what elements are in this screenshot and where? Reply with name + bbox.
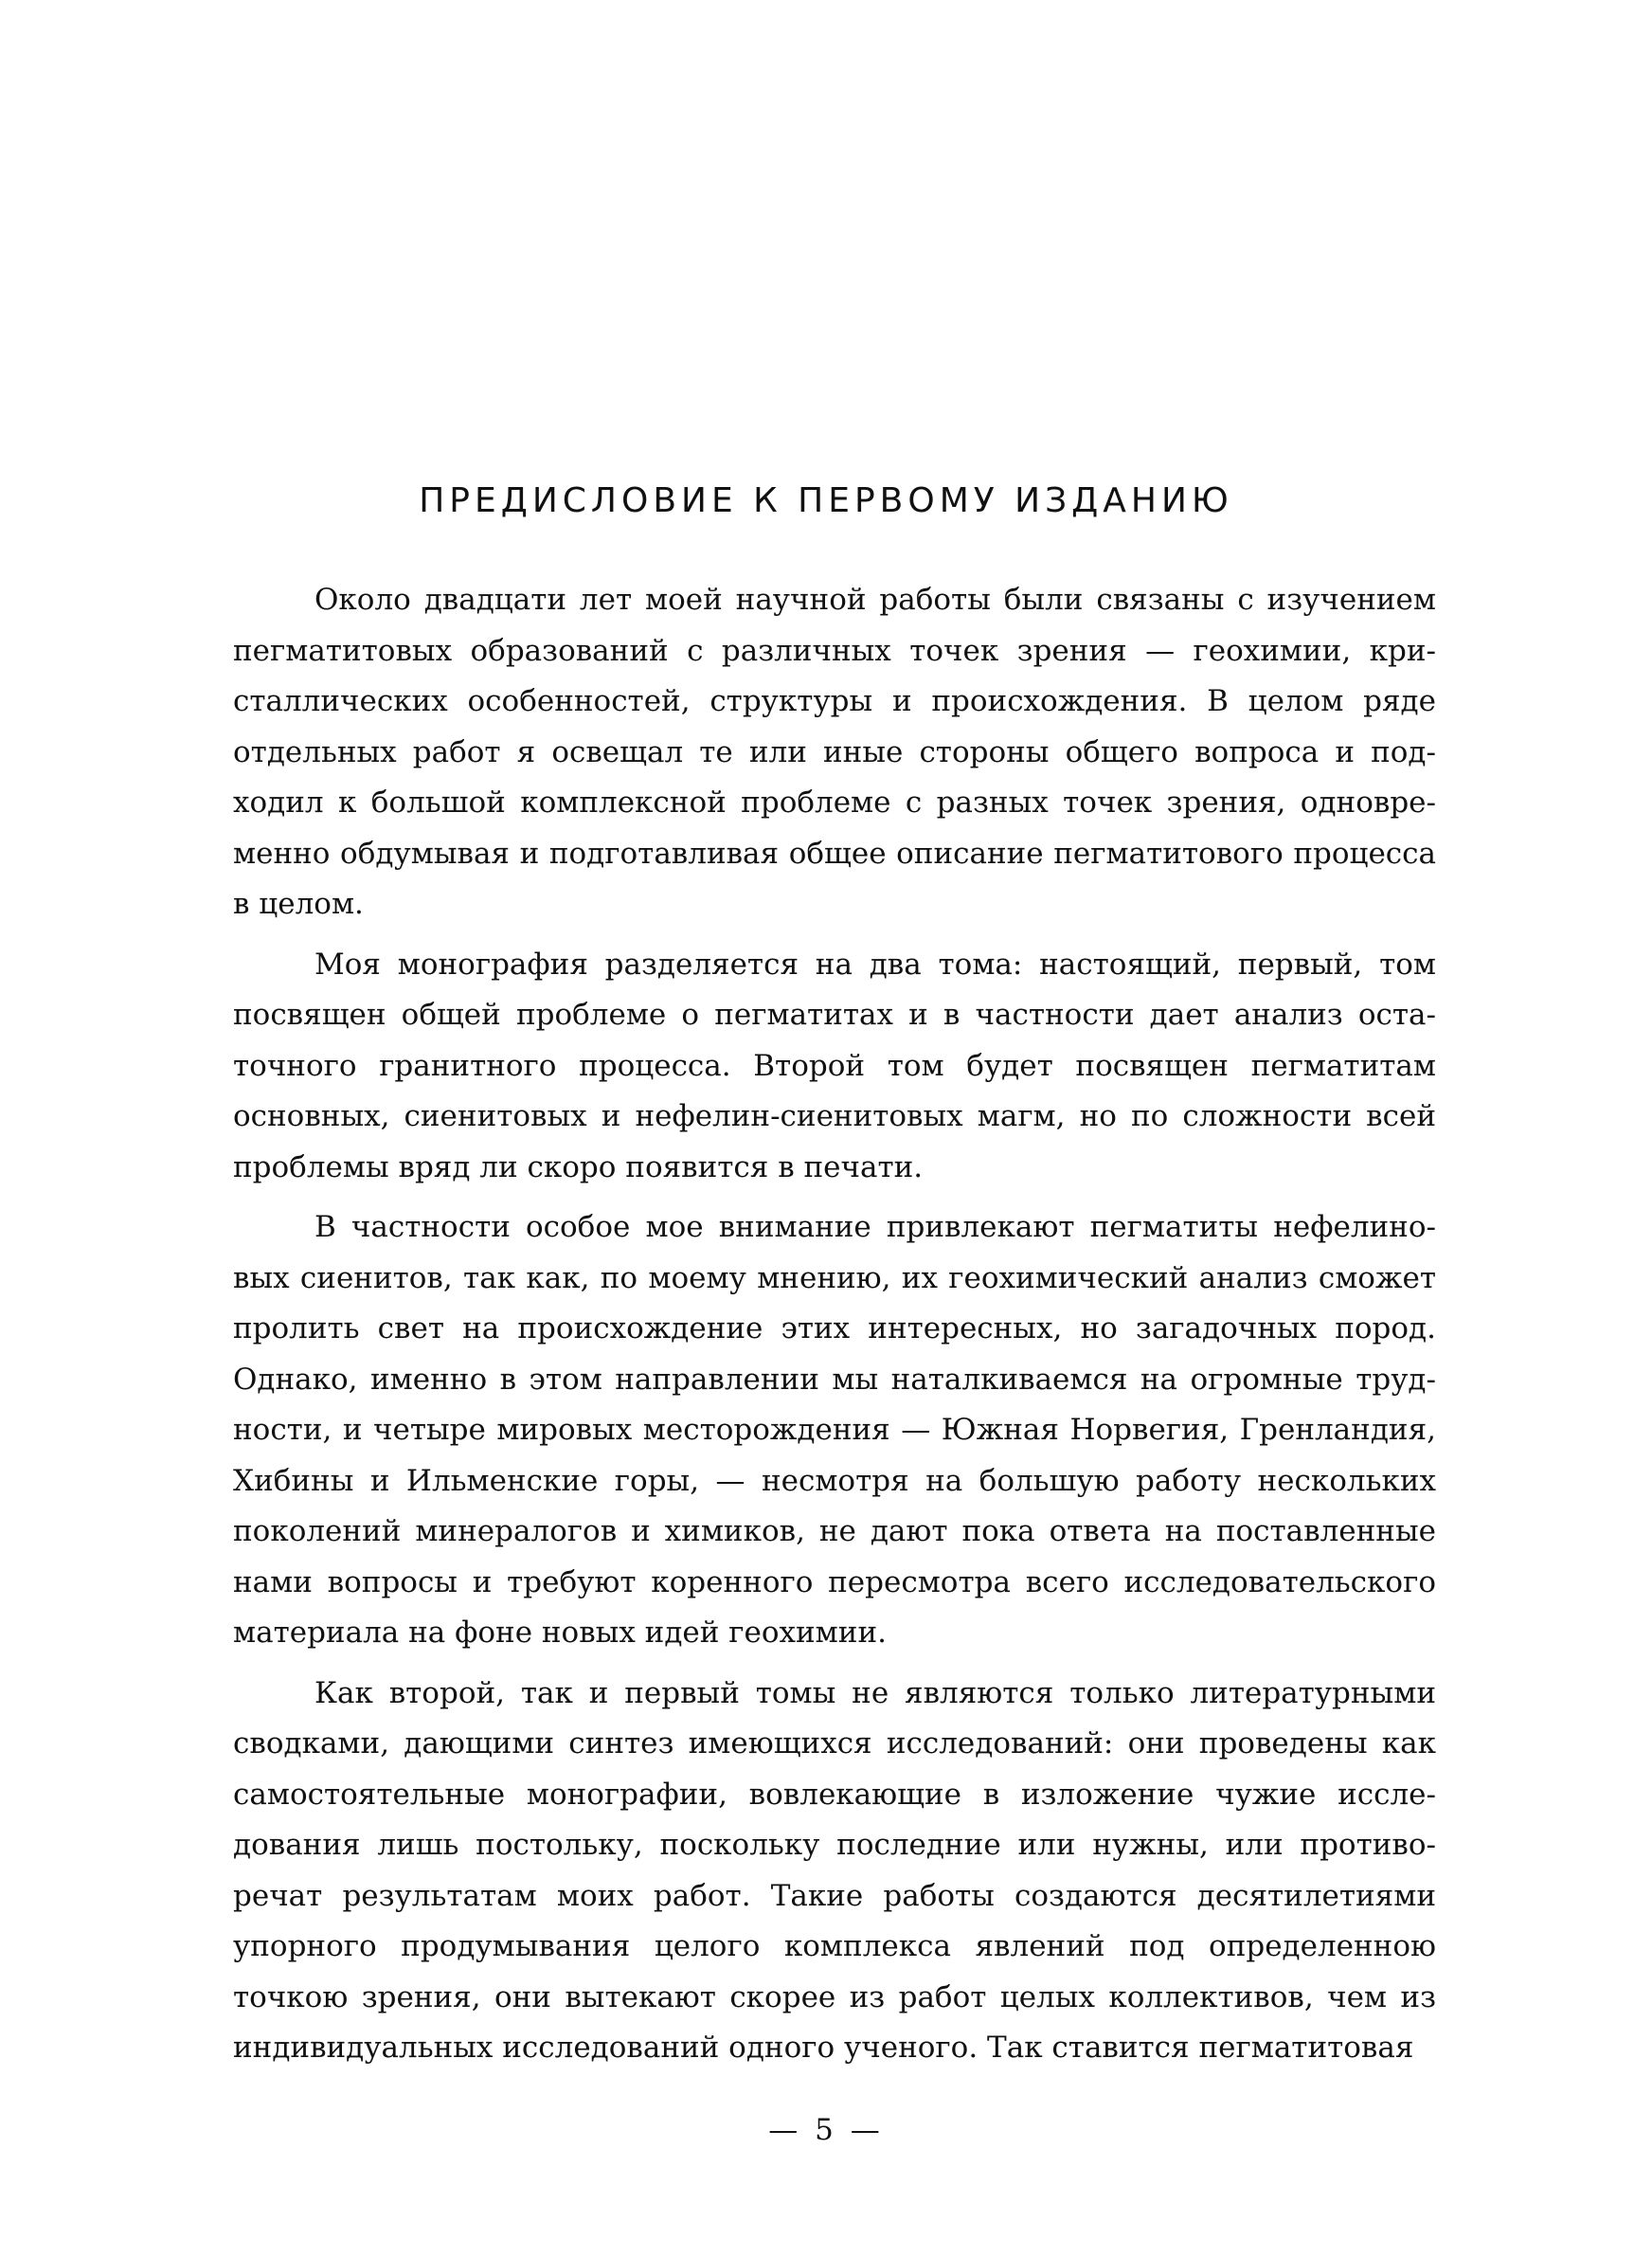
page-title: ПРЕДИСЛОВИЕ К ПЕРВОМУ ИЗДАНИЮ [419, 481, 1233, 520]
paragraph-4: Как второй, так и первый томы не являются только литературными сводками, дающими синтез имеющихся исследований: они проведены как самостоятельные монографии, вовлекающие в изложение чужие исследования лишь постольку, поскольку последние или нужны, или противоречат результатам моих работ. Такие работы создаются десятилетиями упорного продумывания целого комплекса явлений под определенною точкою зрения, они вытекают скорее из работ целых коллективов, чем из индивидуальных исследований одного ученого. Так ставится пегматитовая [233, 1675, 1436, 2065]
page-number: — 5 — [768, 2113, 884, 2147]
paragraph-3: В частности особое мое внимание привлекают пегматиты нефелиновых сиенитов, так как, по моему мнению, их геохимический анализ сможет пролить свет на происхождение этих интересных, но загадочных пород. Однако, именно в этом направлении мы наталкиваемся на огромные трудности, и четыре мировых месторождения — Южная Норвегия, Гренландия, Хибины и Ильменские горы, — несмотря на большую работу нескольких поколений минералогов и химиков, не дают пока ответа на поставленные нами вопросы и требуют коренного пересмотра всего исследовательского материала на фоне новых идей геохимии. [233, 1210, 1436, 1650]
body-text [233, 575, 1436, 2084]
paragraph-1: Около двадцати лет моей научной работы были связаны с изучением пегматитовых образований с различных точек зрения — геохимии, кристаллических особенностей, структуры и происхождения. В целом ряде отдельных работ я освещал те или иные стороны общего вопроса и подходил к большой комплексной проблеме с разных точек зрения, одновременно обдумывая и подготавливая общее описание пегматитового процесса в целом. [233, 583, 1436, 921]
paragraph-2: Моя монография разделяется на два тома: настоящий, первый, том посвящен общей проблеме о пегматитах и в частности дает анализ остаточного гранитного процесса. Второй том будет посвящен пегматитам основных, сиенитовых и нефелин-сиенитовых магм, но по сложности всей проблемы вряд ли скоро появится в печати. [233, 947, 1436, 1184]
